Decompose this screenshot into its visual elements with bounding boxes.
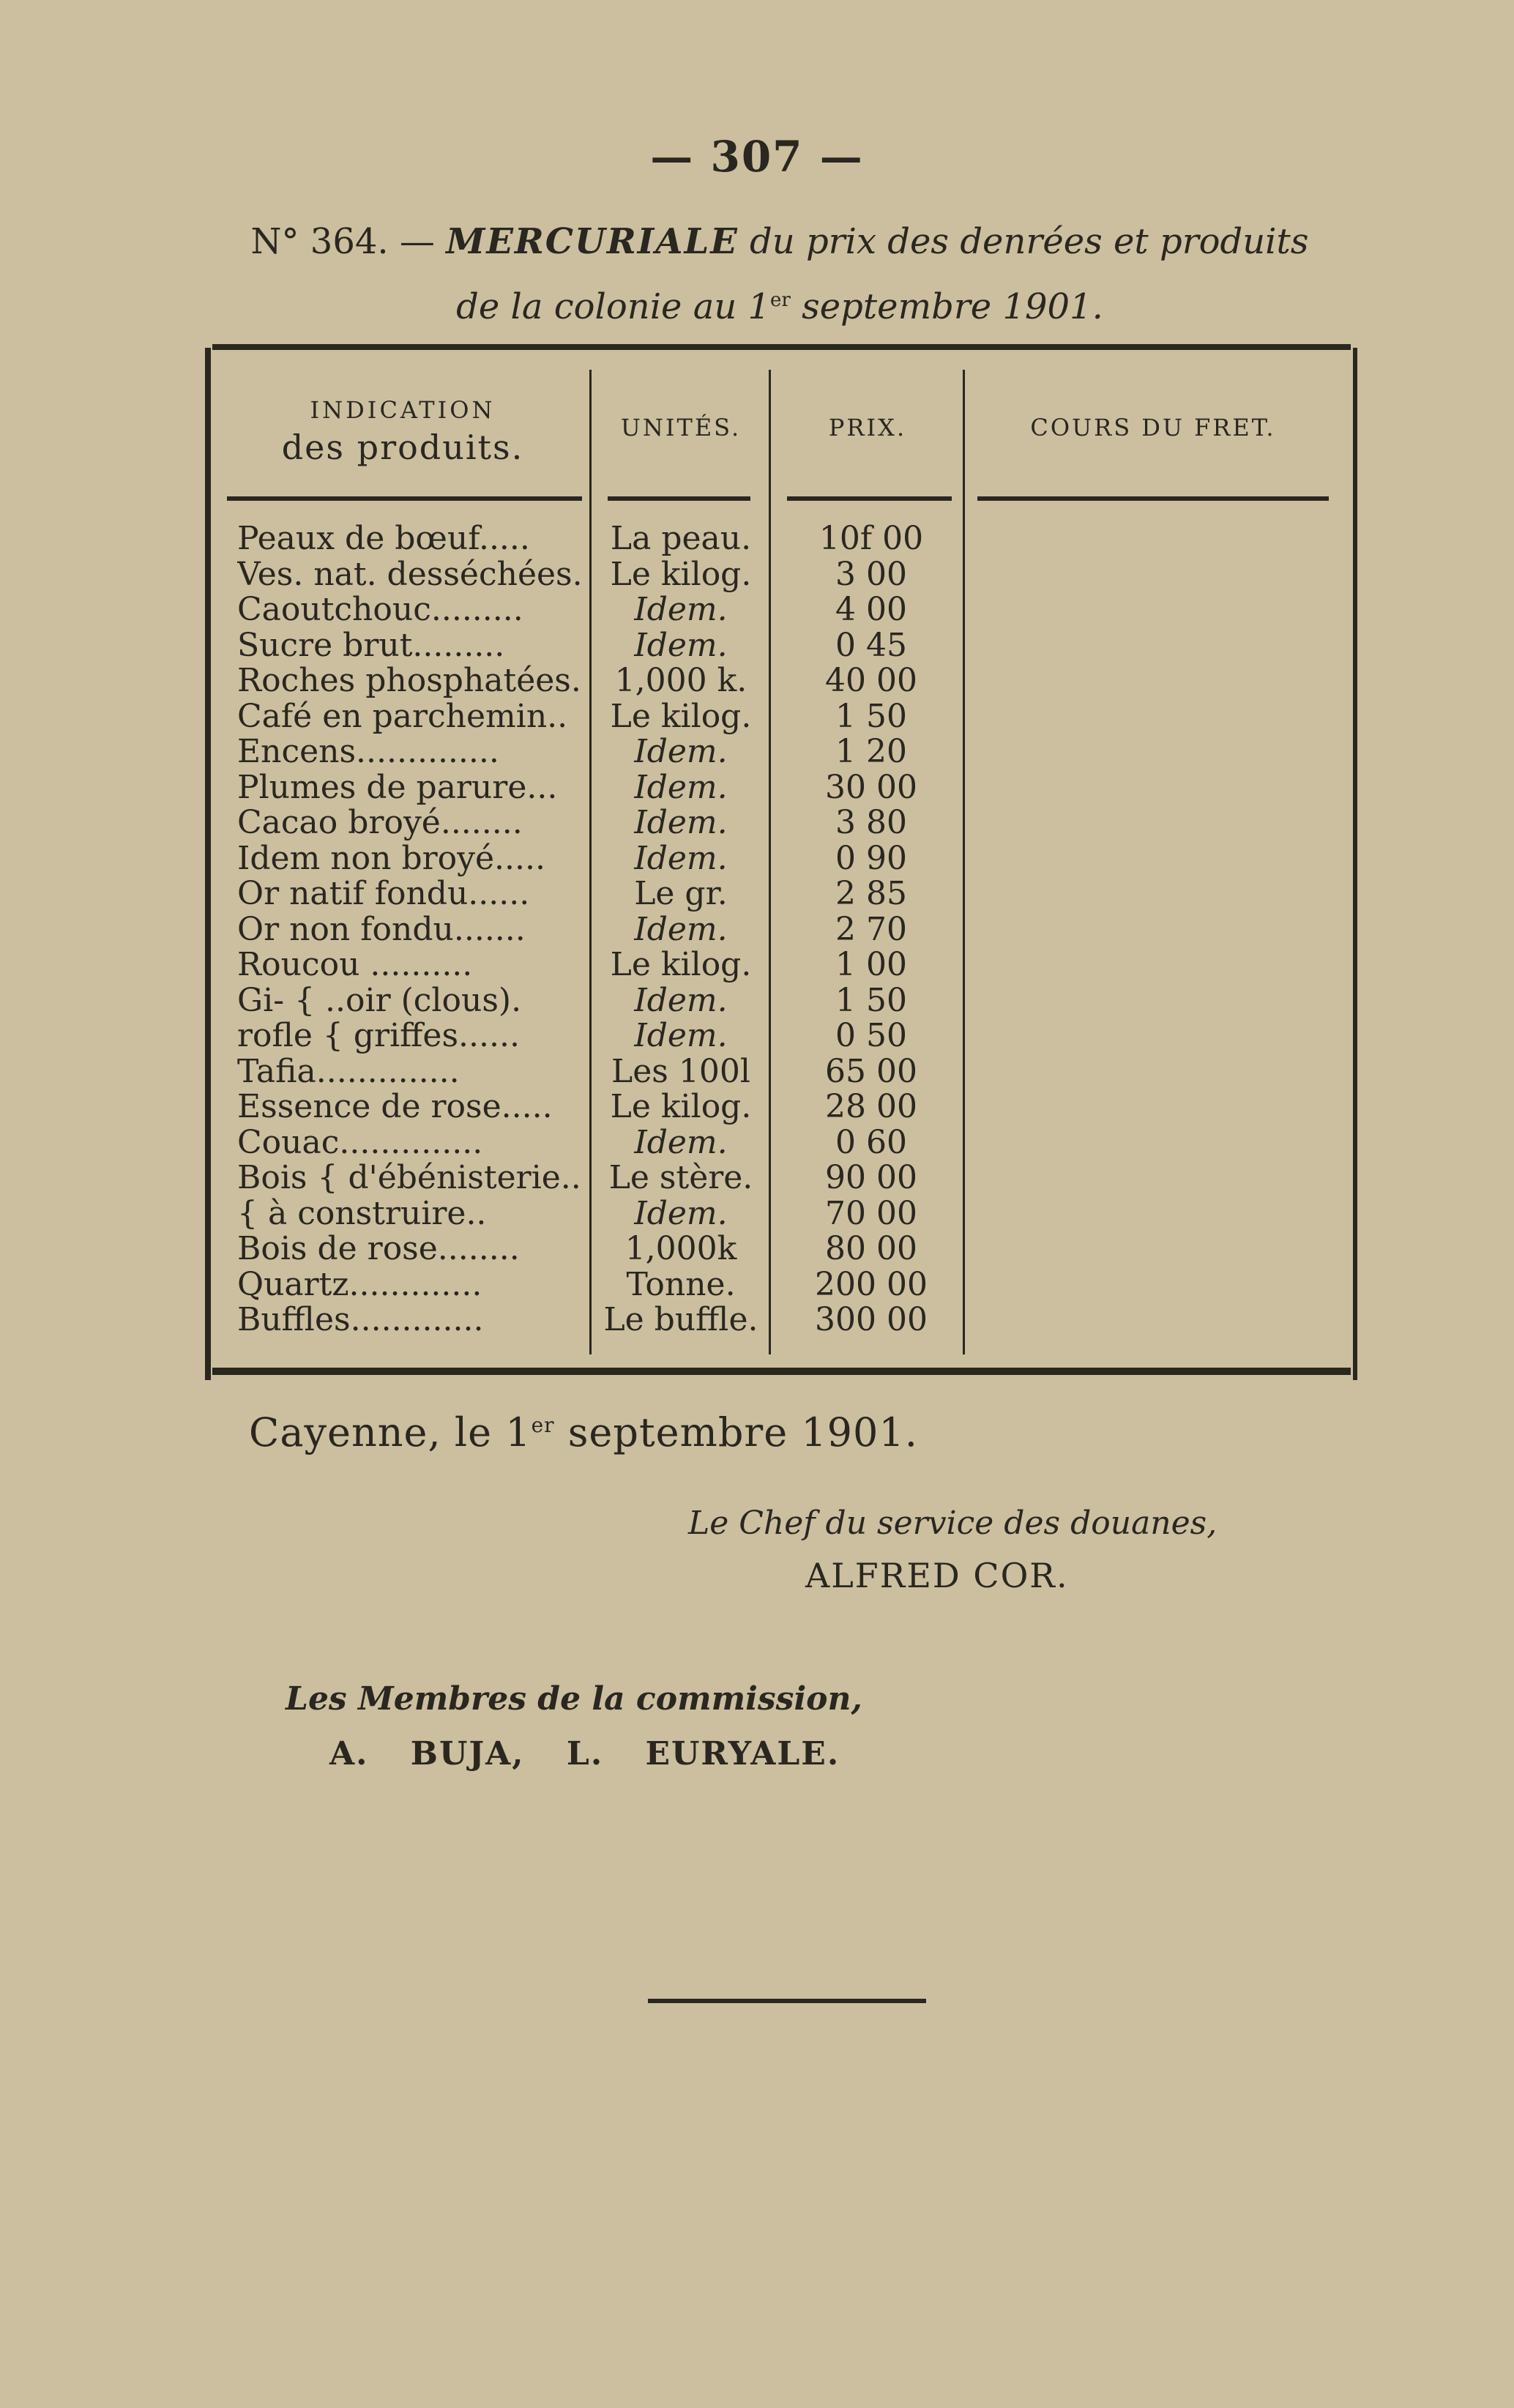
header-prix: PRIX.: [828, 414, 907, 441]
table-row: [227, 1302, 1105, 1338]
table-row: [227, 1089, 1105, 1125]
product-cell: rofle { griffes......: [237, 1018, 520, 1054]
unit-cell: Idem.: [634, 768, 728, 806]
table-row: [227, 876, 1105, 912]
price-cell: 65 00: [825, 1052, 917, 1090]
product-cell: Or non fondu.......: [237, 912, 526, 947]
heading-line2-sup: er: [770, 289, 791, 311]
price-cell: 1 50: [835, 697, 907, 735]
header-indication-line1: INDICATION: [310, 396, 496, 424]
unit-cell: Idem.: [634, 591, 728, 628]
product-cell: Gi- { ..oir (clous).: [237, 983, 522, 1018]
price-cell: 28 00: [825, 1088, 917, 1125]
product-cell: Tafia..............: [237, 1054, 460, 1089]
header-underline: [977, 496, 1329, 501]
table-row: [227, 734, 1105, 770]
unit-cell: Idem.: [634, 1017, 728, 1054]
table-row: [227, 663, 1105, 699]
price-cell: 1 50: [835, 981, 907, 1019]
header-indication: [220, 395, 586, 467]
product-cell: Sucre brut.........: [237, 627, 505, 663]
price-cell: 3 00: [835, 555, 907, 593]
product-cell: Idem non broyé.....: [237, 840, 545, 876]
price-cell: 0 60: [835, 1123, 907, 1161]
product-cell: Plumes de parure...: [237, 769, 558, 805]
table-row: [227, 1196, 1105, 1232]
price-cell: 90 00: [825, 1159, 917, 1196]
price-cell: 3 80: [835, 804, 907, 841]
place-date: [249, 1409, 918, 1455]
table-row: [227, 841, 1105, 877]
product-cell: Ves. nat. desséchées.: [237, 556, 583, 592]
unit-cell: Tonne.: [626, 1265, 736, 1303]
product-cell: Quartz.............: [237, 1267, 482, 1302]
table-row: [227, 1231, 1105, 1267]
table-row: [227, 521, 1105, 557]
heading-line2-a: de la colonie au 1: [456, 286, 771, 327]
price-cell: 0 50: [835, 1017, 907, 1054]
members-names: A. BUJA, L. EURYALE.: [329, 1735, 840, 1773]
product-cell: Buffles.............: [237, 1302, 484, 1338]
price-cell: 2 85: [835, 875, 907, 912]
header-underline: [227, 496, 582, 501]
unit-cell: Le kilog.: [610, 946, 752, 983]
unit-cell: Idem.: [634, 733, 728, 770]
heading-title: MERCURIALE: [446, 221, 739, 262]
chef-name: ALFRED COR.: [805, 1556, 1069, 1595]
price-cell: 40 00: [825, 662, 917, 699]
price-cell: 2 70: [835, 910, 907, 948]
members-title: Les Membres de la commission,: [286, 1680, 862, 1718]
product-cell: Caoutchouc.........: [237, 592, 523, 627]
table-body: [227, 521, 1105, 1338]
price-cell: 1 20: [835, 733, 907, 770]
unit-cell: Idem.: [634, 804, 728, 841]
header-indication-line2: des produits.: [281, 428, 524, 467]
chef-title: Le Chef du service des douanes,: [688, 1505, 1217, 1542]
unit-cell: Idem.: [634, 910, 728, 948]
table-row: [227, 770, 1105, 806]
table-row: [227, 1018, 1105, 1054]
product-cell: Roucou ..........: [237, 947, 473, 983]
unit-cell: Le kilog.: [610, 1088, 752, 1125]
price-cell: 30 00: [825, 768, 917, 806]
unit-cell: Les 100l: [611, 1052, 750, 1090]
table-row: [227, 1125, 1105, 1161]
price-cell: 80 00: [825, 1230, 917, 1267]
table-row: [227, 947, 1105, 983]
header-fret: COURS DU FRET.: [1030, 414, 1276, 441]
product-cell: { à construire..: [237, 1196, 487, 1231]
unit-cell: Idem.: [634, 1194, 728, 1232]
unit-cell: Le kilog.: [610, 555, 752, 593]
product-cell: Cacao broyé........: [237, 805, 523, 840]
table-row: [227, 592, 1105, 628]
unit-cell: Le stère.: [608, 1159, 753, 1196]
table-bottom-rule: [212, 1368, 1351, 1375]
price-cell: 0 45: [835, 626, 907, 664]
heading-line2-b: septembre 1901.: [802, 286, 1103, 327]
price-cell: 4 00: [835, 591, 907, 628]
document-heading: [198, 212, 1362, 336]
table-row: [227, 912, 1105, 948]
heading-number: N° 364. —: [250, 221, 435, 262]
price-cell: 300 00: [815, 1301, 928, 1338]
product-cell: Essence de rose.....: [237, 1089, 553, 1125]
product-cell: Or natif fondu......: [237, 876, 530, 912]
price-cell: 10f 00: [818, 520, 924, 557]
table-row: [227, 1267, 1105, 1303]
unit-cell: La peau.: [610, 520, 752, 557]
unit-cell: Le kilog.: [610, 697, 752, 735]
price-cell: 1 00: [835, 946, 907, 983]
end-rule: [648, 1999, 926, 2003]
unit-cell: Idem.: [634, 981, 728, 1019]
place-date-a: Cayenne, le 1: [249, 1409, 532, 1455]
unit-cell: 1,000k: [624, 1230, 737, 1267]
price-cell: 70 00: [825, 1194, 917, 1232]
unit-cell: Idem.: [634, 626, 728, 664]
place-date-b: septembre 1901.: [567, 1409, 918, 1455]
product-cell: Bois de rose........: [237, 1231, 520, 1267]
table-row: [227, 983, 1105, 1019]
price-cell: 0 90: [835, 839, 907, 877]
page-number: — 307 —: [650, 132, 864, 182]
table-row: [227, 699, 1105, 735]
product-cell: Café en parchemin..: [237, 698, 568, 734]
header-unites: UNITÉS.: [620, 414, 742, 441]
product-cell: Couac..............: [237, 1125, 483, 1160]
table-row: [227, 1160, 1105, 1196]
table-row: [227, 1054, 1105, 1090]
price-cell: 200 00: [815, 1265, 928, 1303]
unit-cell: 1,000 k.: [614, 662, 747, 699]
product-cell: Bois { d'ébénisterie..: [237, 1160, 581, 1196]
product-cell: Peaux de bœuf.....: [237, 521, 530, 556]
header-underline: [787, 496, 952, 501]
table-row: [227, 628, 1105, 664]
table-row: [227, 557, 1105, 593]
unit-cell: Idem.: [634, 839, 728, 877]
unit-cell: Le buffle.: [603, 1301, 758, 1338]
place-date-sup: er: [531, 1413, 555, 1437]
table-row: [227, 805, 1105, 841]
product-cell: Encens..............: [237, 734, 499, 769]
header-underline: [608, 496, 750, 501]
product-cell: Roches phosphatées.: [237, 663, 581, 698]
unit-cell: Le gr.: [634, 875, 728, 912]
unit-cell: Idem.: [634, 1123, 728, 1161]
heading-text: du prix des denrées et produits: [750, 221, 1309, 262]
